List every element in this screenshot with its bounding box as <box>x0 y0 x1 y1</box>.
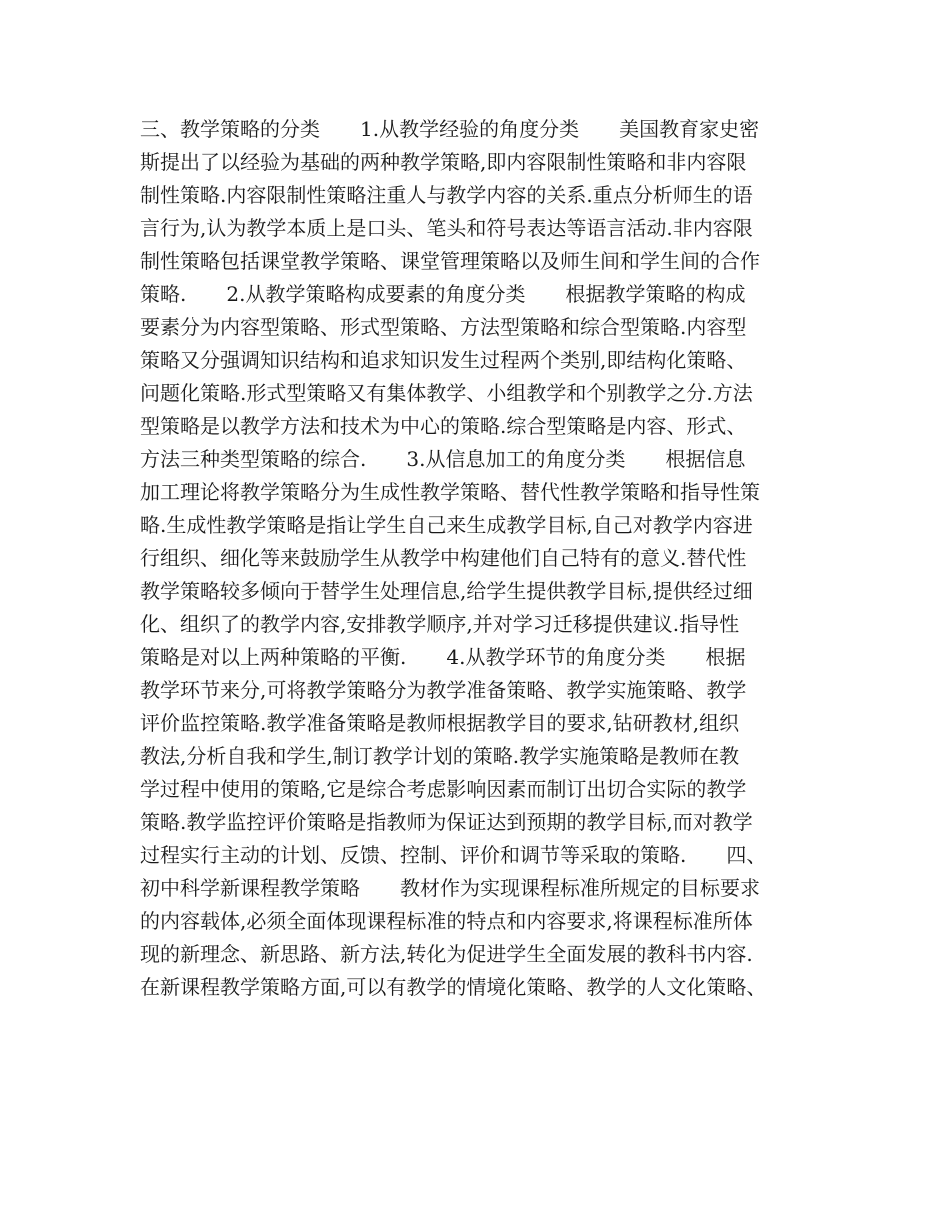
text-line: 斯提出了以经验为基础的两种教学策略,即内容限制性策略和非内容限 <box>140 150 747 174</box>
text-line: 化、组织了的教学内容,安排教学顺序,并对学习迁移提供建议.指导性 <box>140 612 740 636</box>
text-line: 要素分为内容型策略、形式型策略、方法型策略和综合型策略.内容型 <box>140 315 747 339</box>
text-line: 方法三种类型策略的综合. 3.从信息加工的角度分类 根据信息 <box>140 447 746 471</box>
text-line: 言行为,认为教学本质上是口头、笔头和符号表达等语言活动.非内容限 <box>140 216 753 240</box>
text-line: 策略.教学监控评价策略是指教师为保证达到预期的教学目标,而对教学 <box>140 810 753 834</box>
text-line: 策略. 2.从教学策略构成要素的角度分类 根据教学策略的构成 <box>140 282 746 306</box>
text-line: 策略是对以上两种策略的平衡. 4.从教学环节的角度分类 根据 <box>140 645 746 669</box>
text-line: 型策略是以教学方法和技术为中心的策略.综合型策略是内容、形式、 <box>140 414 747 438</box>
text-line: 在新课程教学策略方面,可以有教学的情境化策略、教学的人文化策略、 <box>140 975 767 999</box>
text-line: 现的新理念、新思路、新方法,转化为促进学生全面发展的教科书内容. <box>140 942 753 966</box>
text-line: 策略又分强调知识结构和追求知识发生过程两个类别,即结构化策略、 <box>140 348 747 372</box>
text-line: 制性策略.内容限制性策略注重人与教学内容的关系.重点分析师生的语 <box>140 183 753 207</box>
text-line: 三、教学策略的分类 1.从教学经验的角度分类 美国教育家史密 <box>140 117 760 141</box>
text-line: 制性策略包括课堂教学策略、课堂管理策略以及师生间和学生间的合作 <box>140 249 760 273</box>
body-text <box>140 113 840 1004</box>
text-line: 教法,分析自我和学生,制订教学计划的策略.教学实施策略是教师在教 <box>140 744 740 768</box>
text-line: 的内容载体,必须全面体现课程标准的特点和内容要求,将课程标准所体 <box>140 909 753 933</box>
text-line: 评价监控策略.教学准备策略是教师根据教学目的要求,钻研教材,组织 <box>140 711 740 735</box>
text-line: 问题化策略.形式型策略又有集体教学、小组教学和个别教学之分.方法 <box>140 381 753 405</box>
text-line: 加工理论将教学策略分为生成性教学策略、替代性教学策略和指导性策 <box>140 480 760 504</box>
text-line: 过程实行主动的计划、反馈、控制、评价和调节等采取的策略. 四、 <box>140 843 767 867</box>
text-line: 行组织、细化等来鼓励学生从教学中构建他们自己特有的意义.替代性 <box>140 546 747 570</box>
text-line: 初中科学新课程教学策略 教材作为实现课程标准所规定的目标要求 <box>140 876 760 900</box>
text-line: 略.生成性教学策略是指让学生自己来生成教学目标,自己对教学内容进 <box>140 513 753 537</box>
text-line: 教学策略较多倾向于替学生处理信息,给学生提供教学目标,提供经过细 <box>140 579 753 603</box>
text-line: 学过程中使用的策略,它是综合考虑影响因素而制订出切合实际的教学 <box>140 777 747 801</box>
text-line: 教学环节来分,可将教学策略分为教学准备策略、教学实施策略、教学 <box>140 678 747 702</box>
